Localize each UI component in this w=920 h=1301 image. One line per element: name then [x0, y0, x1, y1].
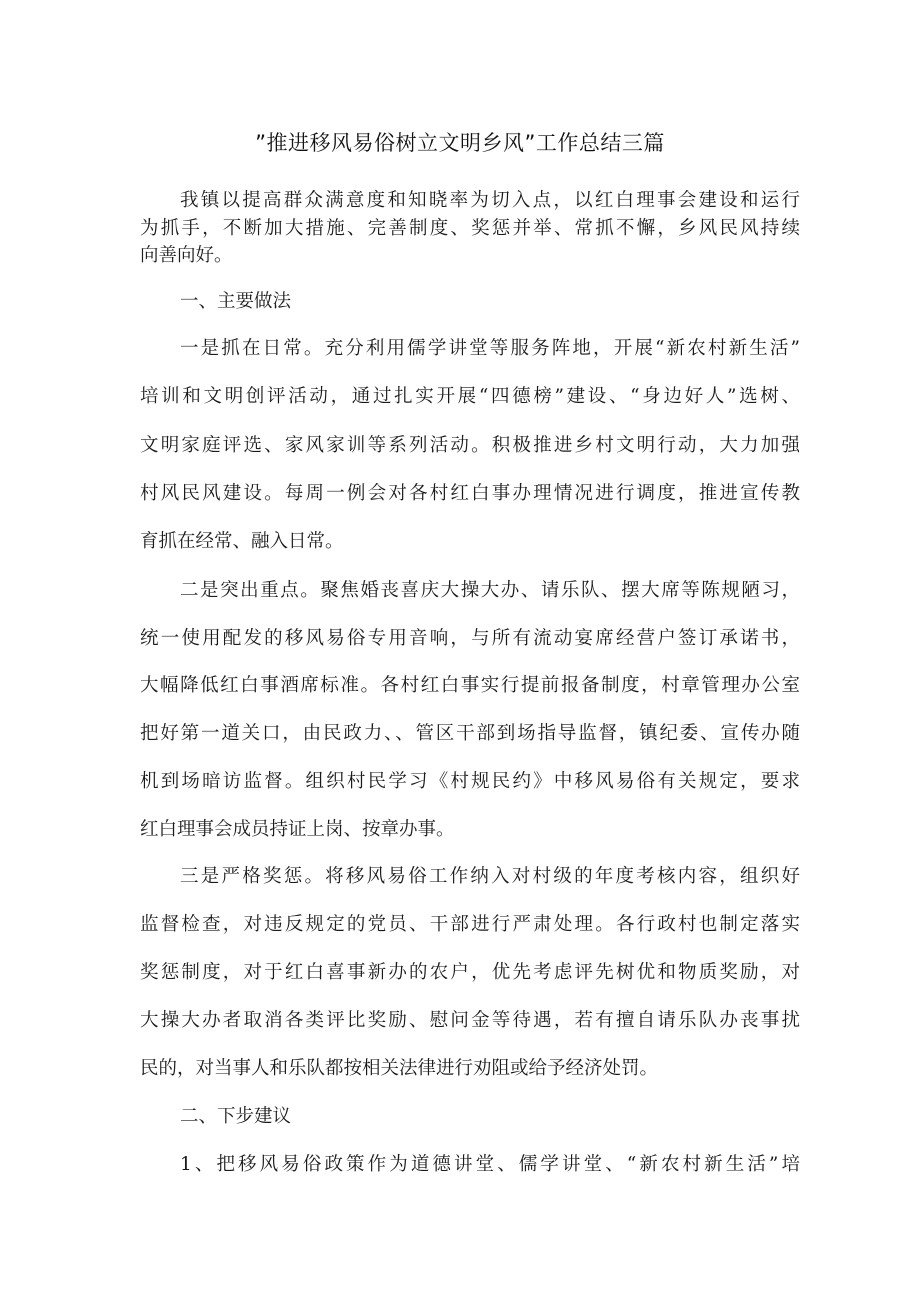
paragraph-line: 村风民风建设。每周一例会对各村红白事办理情况进行调度，推进宣传教 — [140, 483, 800, 504]
paragraph-line: 二是突出重点。聚焦婚丧喜庆大操大办、请乐队、摆大席等陈规陋习， — [180, 580, 800, 601]
paragraph-line: 文明家庭评选、家风家训等系列活动。积极推进乡村文明行动，大力加强 — [140, 435, 800, 456]
paragraph-line: 育抓在经常、融入日常。 — [140, 531, 344, 552]
paragraph-line: 培训和文明创评活动，通过扎实开展“四德榜”建设、“身边好人”选树、 — [140, 386, 800, 407]
paragraph-line: 1、把移风易俗政策作为道德讲堂、儒学讲堂、“新农村新生活”培 — [180, 1154, 800, 1175]
paragraph-line: 大操大办者取消各类评比奖励、慰问金等待遇，若有擅自请乐队办丧事扰 — [140, 1010, 800, 1031]
paragraph-line: 为抓手，不断加大措施、完善制度、奖惩并举、常抓不懈，乡风民风持续 — [140, 218, 800, 239]
paragraph-line: 统一使用配发的移风易俗专用音响，与所有流动宴席经营户签订承诺书， — [140, 628, 800, 649]
paragraph-line: 监督检查，对违反规定的党员、干部进行严肃处理。各行政村也制定落实 — [140, 914, 800, 935]
paragraph-line: 红白理事会成员持证上岗、按章办事。 — [140, 819, 455, 840]
paragraph-line: 大幅降低红白事酒席标准。各村红白事实行提前报备制度，村章管理办公室 — [140, 675, 800, 696]
paragraph-line: 把好第一道关口，由民政力、、管区干部到场指导监督，镇纪委、宣传办随 — [140, 723, 800, 744]
section-heading-next-steps: 二、下步建议 — [180, 1106, 292, 1127]
paragraph-line: 我镇以提高群众满意度和知晓率为切入点，以红白理事会建设和运行 — [180, 190, 800, 211]
section-heading-main-practices: 一、主要做法 — [180, 291, 292, 312]
document-title: ”推进移风易俗树立文明乡风”工作总结三篇 — [255, 131, 665, 155]
paragraph-line: 一是抓在日常。充分利用儒学讲堂等服务阵地，开展“新农村新生活” — [180, 338, 800, 359]
paragraph-line: 向善向好。 — [140, 245, 233, 266]
paragraph-line: 三是严格奖惩。将移风易俗工作纳入对村级的年度考核内容，组织好 — [180, 866, 800, 887]
paragraph-line: 民的，对当事人和乐队都按相关法律进行劝阻或给予经济处罚。 — [140, 1058, 659, 1079]
paragraph-line: 奖惩制度，对于红白喜事新办的农户，优先考虑评先树优和物质奖励，对 — [140, 962, 800, 983]
paragraph-line: 机到场暗访监督。组织村民学习《村规民约》中移风易俗有关规定，要求 — [140, 771, 800, 792]
